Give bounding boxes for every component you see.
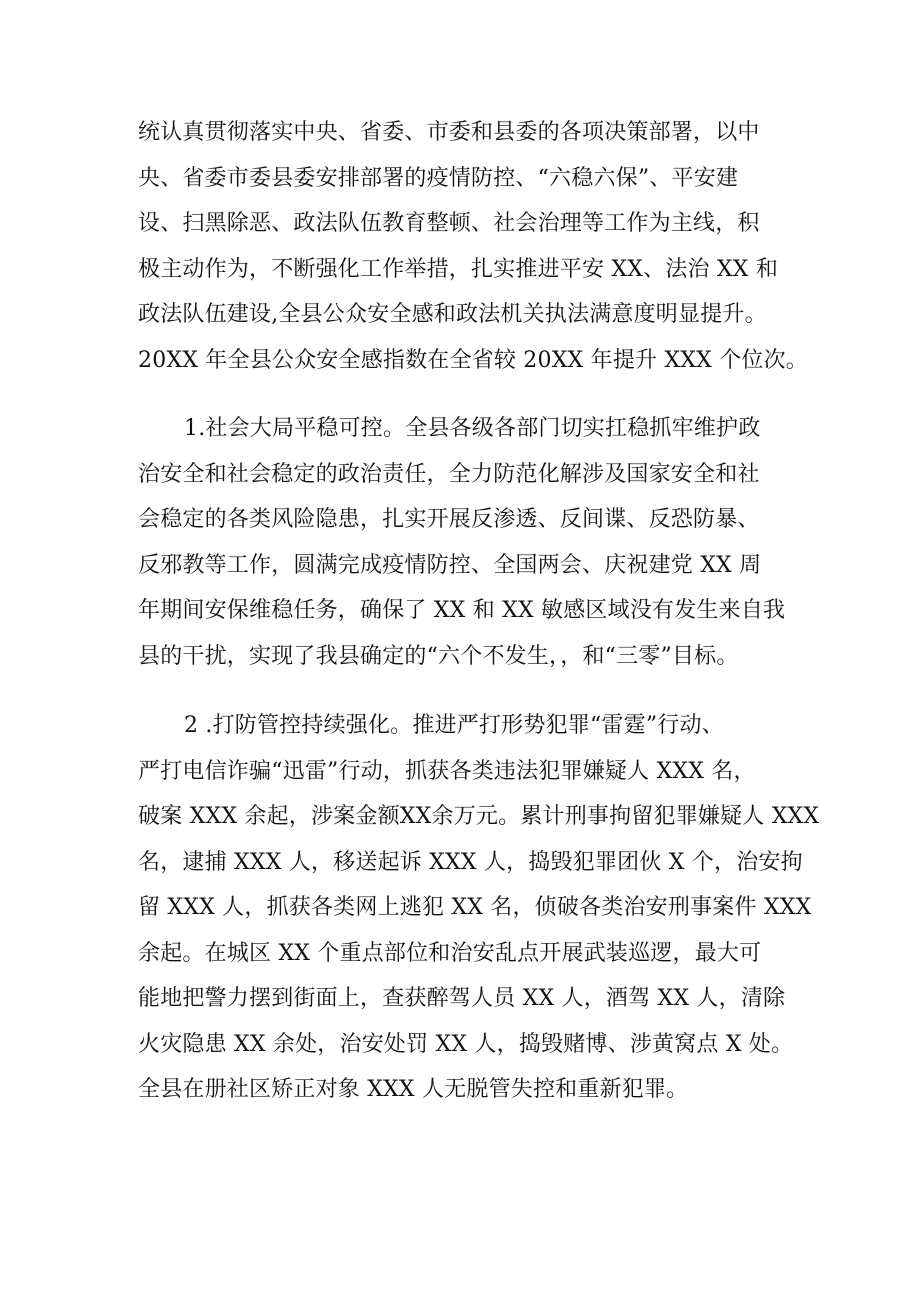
text-line: 1.社会大局平稳可控。全县各级各部门切实扛稳抓牢维护政 [184,416,761,441]
text-line: 治安全和社会稳定的政治责任，全力防范化解涉及国家安全和社 [138,461,760,487]
text-line: 余起。在城区 XX 个重点部位和治安乱点开展武装巡逻，最大可 [138,940,762,966]
text-line: 能地把警力摆到街面上，查获醉驾人员 XX 人，酒驾 XX 人，清除 [138,986,786,1011]
text-line: 留 XXX 人，抓获各类网上逃犯 XX 名，侦破各类治安刑事案件 XXX [138,895,812,920]
text-line: 央、省委市委县委安排部署的疫情防控、“六稳六保”、平安建 [138,165,739,191]
text-line: 统认真贯彻落实中央、省委、市委和县委的各项决策部署，以中 [138,120,760,145]
text-line: 会稳定的各类风险隐患，扎实开展反渗透、反间谍、反恐防暴、 [138,507,760,532]
text-line: 名，逮捕 XXX 人，移送起诉 XXX 人，捣毁犯罪团伙 X 个，治安拘 [138,849,803,875]
text-line: 20XX 年全县公众安全感指数在全省较 20XX 年提升 XXX 个位次。 [138,347,808,373]
text-line: 严打电信诈骗“迅雷”行动，抓获各类违法犯罪嫌疑人 XXX 名， [138,758,756,784]
text-line: 极主动作为，不断强化工作举措，扎实推进平安 XX、法治 XX 和 [138,256,779,282]
text-line: 反邪教等工作，圆满完成疫情防控、全国两会、庆祝建党 XX 周 [138,552,762,578]
text-line: 政法队伍建设,全县公众安全感和政法机关执法满意度明显提升。 [138,302,767,327]
paragraph-social-stability [138,406,794,679]
text-line: 县的干扰，实现了我县确定的“六个不发生，，和“三零”目标。 [138,643,739,669]
text-line: 年期间安保维稳任务，确保了 XX 和 XX 敏感区域没有发生来自我 [138,598,786,623]
text-line: 设、扫黑除恶、政法队伍教育整顿、社会治理等工作为主线，积 [138,211,760,236]
text-line: 全县在册社区矫正对象 XXX 人无脱管失控和重新犯罪。 [138,1077,689,1102]
paragraph-crime-control [138,703,820,1113]
text-line: 2 .打防管控持续强化。推进严打形势犯罪“雷霆”行动、 [184,713,724,738]
text-line: 破案 XXX 余起，涉案金额XX余万元。累计刑事拘留犯罪嫌疑人 XXX [138,804,820,829]
paragraph-intro [138,110,808,383]
text-line: 火灾隐患 XX 余处，治安处罚 XX 人，捣毁赌博、涉黄窝点 X 处。 [138,1031,794,1057]
